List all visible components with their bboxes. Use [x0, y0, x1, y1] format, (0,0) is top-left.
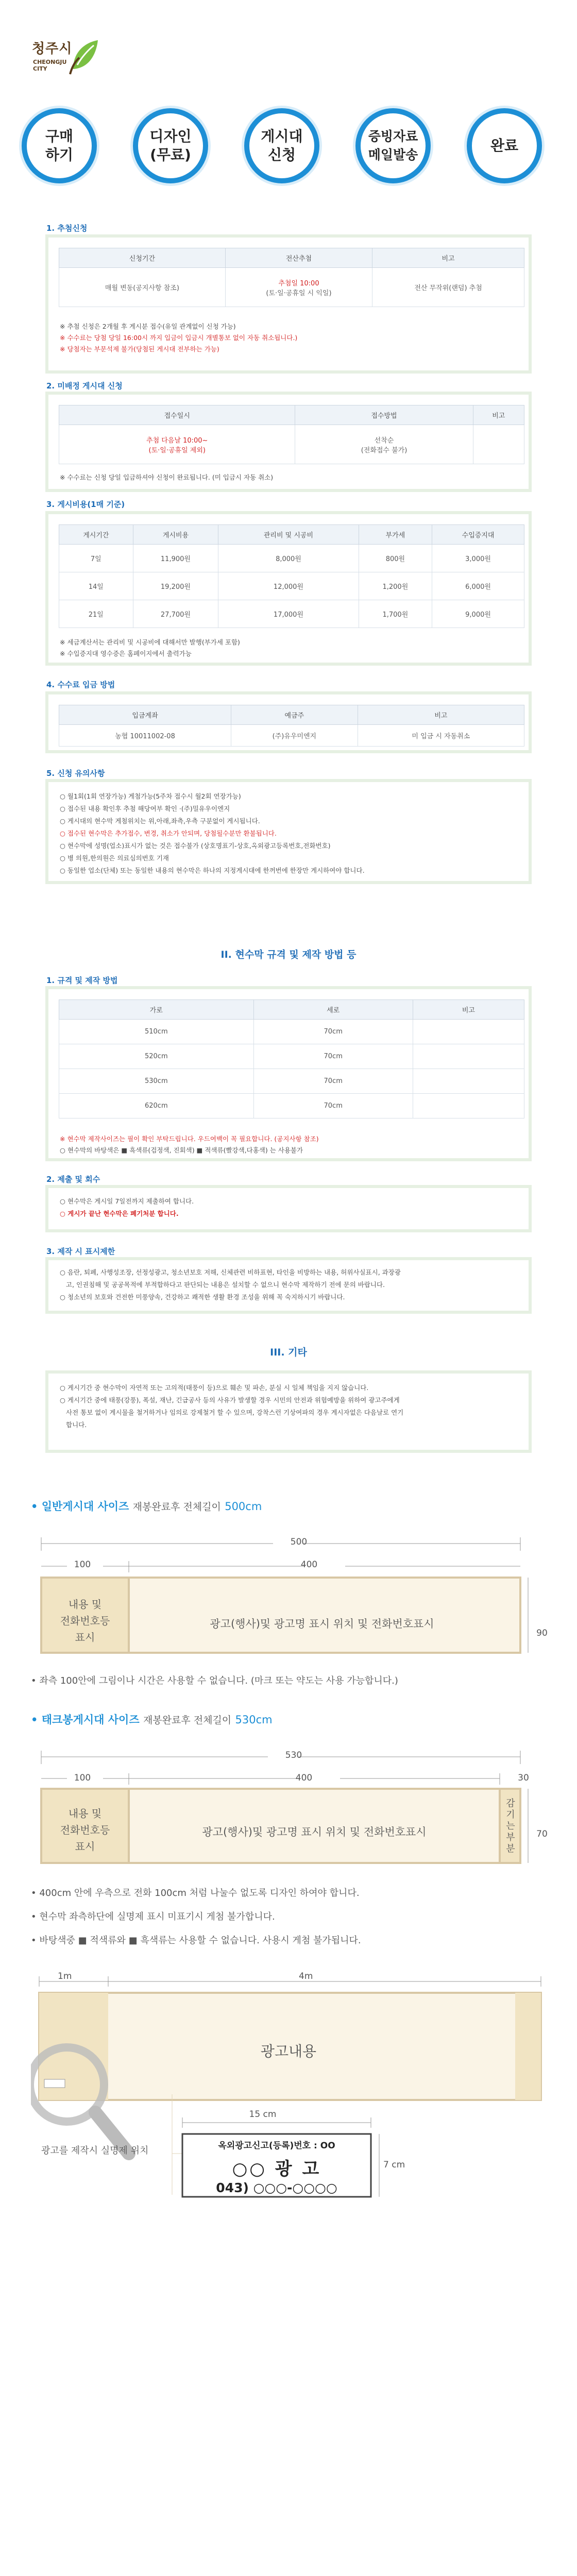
section-title: 2. 제출 및 회수: [46, 1175, 100, 1184]
cell: 미 입금 시 자동취소: [358, 725, 524, 747]
list-item: ○ 병 의원,한의원은 의료심의번호 기재: [60, 854, 169, 862]
cell: 520cm: [59, 1044, 254, 1069]
note: ※ 수입증지대 영수증은 홈페이지에서 출력가능: [60, 650, 192, 657]
note: ○ 현수막의 바탕색은 ■ 흑색류(검정색, 진회색) ■ 적색류(빨강색,다홍색) 는 사용불가: [60, 1146, 303, 1154]
leaf-icon: [68, 38, 100, 75]
cell: 6,000원: [432, 572, 524, 600]
list-item: ○ 게시기간 중 현수막이 자연적 또는 고의적(태풍이 등)으로 훼손 및 파손, 분실 시 일체 책임을 지지 않습니다.: [60, 1384, 369, 1392]
section-title: 5. 신청 유의사항: [46, 769, 105, 778]
restrictions-list: [60, 1266, 518, 1303]
table-row: [59, 1020, 524, 1044]
col-header: 접수일시: [59, 405, 295, 425]
cell: 매월 변동(공지사항 참조): [59, 268, 226, 307]
list-item: 합니다.: [66, 1421, 87, 1429]
col-header: 세로: [253, 1000, 413, 1020]
col-header: 게시기간: [59, 525, 133, 545]
note: ※ 세금계산서는 관리비 및 시공비에 대해서만 발행(부가세 포함): [60, 638, 240, 646]
list-item: ○ 현수막은 게시일 7일전까지 제출하여 합니다.: [60, 1197, 194, 1205]
table-row: [59, 1069, 524, 1094]
dim-right: 30: [518, 1773, 529, 1783]
tag-line2: ○○ 광 고: [232, 2159, 321, 2179]
cell-line: (토·일·공휴일 시 익일): [266, 289, 332, 297]
cell-line: (전화접수 불가): [361, 446, 408, 454]
col-header: 가로: [59, 1000, 254, 1020]
process-steps: [0, 103, 577, 191]
section-title: 4. 수수료 입금 방법: [46, 680, 115, 689]
lottery-table: [59, 248, 524, 307]
section-spec: [45, 986, 532, 1161]
cell: 1,200원: [359, 572, 432, 600]
section-submit: [45, 1185, 532, 1232]
cell: [413, 1069, 524, 1094]
list-item: ○ 게시기간 중에 태풍(강풍), 폭설, 재난, 긴급공사 등의 사유가 발생할 경우 시민의 안전과 위험예방을 위하여 광고주에게: [60, 1396, 400, 1404]
dim-height: 90: [536, 1628, 548, 1638]
banner2-title: 태크봉게시대 사이즈: [41, 1714, 140, 1726]
city-logo: [32, 37, 89, 89]
cell: 14일: [59, 572, 133, 600]
step-design: [133, 108, 208, 183]
tag-width: 15 cm: [249, 2109, 277, 2120]
banner1-heading: • 일반게시대 사이즈 재봉완료후 전체길이 500cm: [31, 1500, 262, 1513]
list-item: ○ 게시가 끝난 현수막은 폐기처분 합니다.: [60, 1210, 179, 1217]
col-header: 게시비용: [133, 525, 218, 545]
cell: 70cm: [253, 1044, 413, 1069]
etc-list: [60, 1382, 518, 1431]
section-fees: [45, 511, 532, 666]
cell: 70cm: [253, 1020, 413, 1044]
banner2-left-label: 내용 및 전화번호등 표시: [60, 1807, 110, 1853]
section-lottery: [45, 234, 532, 374]
cell: 12,000원: [218, 572, 359, 600]
section-title: 3. 게시비용(1매 기준): [46, 500, 125, 509]
cell: [413, 1044, 524, 1069]
col-header: 관리비 및 시공비: [218, 525, 359, 545]
cell: 800원: [359, 545, 432, 572]
tag-height: 7 cm: [383, 2160, 405, 2170]
logo-text: 청주시: [32, 41, 73, 57]
section-cautions: [45, 779, 532, 884]
table-row: [59, 1044, 524, 1069]
cell: 70cm: [253, 1094, 413, 1118]
banner3-caption: 광고를 제작시 실명제 위치: [41, 2145, 149, 2156]
cell: 19,200원: [133, 572, 218, 600]
col-header: 비고: [473, 405, 524, 425]
note: ※ 추첨 신청은 2개월 후 게시분 접수(유일 관계없이 신청 가능): [60, 323, 236, 330]
banner2-length: 530cm: [235, 1714, 273, 1726]
col-header: 신청기간: [59, 248, 226, 268]
list-item: ○ 접수된 내용 확인후 추첨 해당여부 확인 ·(주)밀유우이엔지: [60, 805, 230, 812]
list-item: 고, 인권침해 및 공공목적에 부적합하다고 판단되는 내용은 설치할 수 없으니 현수막 제작하기 전에 문의 바랍니다.: [66, 1281, 385, 1289]
banner1-length: 500cm: [225, 1500, 262, 1513]
banner1-desc: 재봉완료후 전체길이: [132, 1501, 221, 1513]
section-payment: [45, 691, 532, 753]
banner2-main-label: 광고(행사)및 광고명 표시 위치 및 전화번호표시: [202, 1826, 427, 1838]
cell: (주)유우미엔지: [231, 725, 358, 747]
cell: 1,700원: [359, 600, 432, 628]
dim-mid: 400: [295, 1773, 313, 1783]
banner2-desc: 재봉완료후 전체길이: [143, 1715, 232, 1726]
col-header: 전산추첨: [225, 248, 372, 268]
note: ※ 수수료는 당첨 당일 16:00시 까지 입금이 입금시 개별통보 없이 자동 취소됩니다.): [60, 334, 298, 342]
col-header: 입금계좌: [59, 705, 231, 725]
cell: 9,000원: [432, 600, 524, 628]
table-row: [59, 545, 524, 572]
cell: [295, 425, 473, 464]
step-label: 디자인 (무료): [149, 128, 192, 163]
cell-line: 추첨 다음날 10:00~: [146, 436, 208, 445]
dim-height: 70: [536, 1829, 548, 1839]
part-title: III. 기타: [270, 1347, 307, 1358]
payment-table: [59, 705, 524, 747]
dim-right: 400: [300, 1560, 318, 1570]
note: ※ 현수막 제작사이즈는 필이 확인 부탁드립니다. 우드여백이 꼭 필요합니다. (공지사항 참조): [60, 1135, 319, 1143]
col-header: 예금주: [231, 705, 358, 725]
step-label: 구매 하기: [45, 128, 74, 163]
cell: [413, 1020, 524, 1044]
banner1-left-label: 내용 및 전화번호등 표시: [60, 1598, 110, 1643]
fees-table: [59, 524, 524, 628]
cautions-list: [60, 790, 518, 877]
col-header: 부가세: [359, 525, 432, 545]
section-etc: [45, 1370, 532, 1453]
section-restrictions: [45, 1257, 532, 1314]
section-title: 2. 미배정 게시대 신청: [46, 381, 123, 391]
cell: 11,900원: [133, 545, 218, 572]
table-row: [59, 572, 524, 600]
step-send-proof: [355, 108, 431, 183]
cell: 7일: [59, 545, 133, 572]
note: ※ 당첨자는 부문석제 불가(당첨된 게시대 전부하는 가능): [60, 345, 219, 353]
cell: [59, 425, 295, 464]
cell: 510cm: [59, 1020, 254, 1044]
banner2-right-label: 감기는부분: [506, 1798, 515, 1854]
dim-total: 530: [285, 1750, 302, 1760]
list-item: ○ 음란, 퇴폐, 사행성조장, 선정성광고, 청소년보호 저해, 신체관련 비하표현, 타인을 비방하는 내용, 허위사실표시, 과장광: [60, 1268, 401, 1276]
step-complete: [467, 108, 542, 183]
list-item: ○ 접수된 현수막은 추가접수, 변경, 취소가 안되며, 당첨될수분만 환불됩니다.: [60, 829, 277, 837]
dim-left: 1m: [58, 1971, 72, 1981]
cell: [413, 1094, 524, 1118]
list-item: 사전 통보 없이 게시물을 철거하거나 임의로 강제철거 할 수 있으며, 강착스런 기상여파의 경우 게시자없은 다음날로 연기: [66, 1409, 404, 1416]
list-item: ○ 게시대의 현수막 게첨위치는 위,아래,좌측,우측 구분없이 게시됩니다.: [60, 817, 260, 825]
col-header: 비고: [358, 705, 524, 725]
cell: 8,000원: [218, 545, 359, 572]
col-header: 비고: [372, 248, 524, 268]
step-apply: [244, 108, 319, 183]
logo-subtext: CHEONGJU CITY: [33, 59, 67, 72]
banner1-title: 일반게시대 사이즈: [41, 1500, 129, 1513]
table-row: [59, 600, 524, 628]
banner1-main-label: 광고(행사)및 광고명 표시 위치 및 전화번호표시: [210, 1618, 434, 1630]
fees-notes: [60, 637, 240, 659]
cell-line: 선착순: [374, 436, 394, 445]
note: ※ 수수료는 신청 당일 입금하셔야 신청이 완료됩니다. (미 입금시 자동 취소): [60, 473, 274, 481]
banner1-note: • 좌측 100안에 그림이나 시간은 사용할 수 없습니다. (마크 또는 약도는 사용 가능합니다.): [31, 1675, 398, 1686]
step-label: 완료: [490, 137, 519, 154]
col-header: 접수방법: [295, 405, 473, 425]
cell: [225, 268, 372, 307]
dim-right: 4m: [299, 1971, 313, 1981]
section-title: 1. 추첨신청: [46, 224, 88, 233]
section-title: 1. 규격 및 제작 방법: [46, 976, 118, 985]
banner3-label: 광고내용: [260, 2043, 317, 2060]
list-item: ○ 월1회(1회 연장가능) 게첨가능(5주차 접수시 월2회 연장가능): [60, 792, 241, 800]
table-row: [59, 1094, 524, 1118]
cell: 530cm: [59, 1069, 254, 1094]
spec-table: [59, 999, 524, 1118]
cell: 농협 10011002-08: [59, 725, 231, 747]
cell: 전산 무작위(랜덤) 추첨: [372, 268, 524, 307]
list-item: ○ 청소년의 보호와 건전한 미풍양속, 건강하고 쾌적한 생활 환경 조성을 위해 꼭 숙지하시기 바랍니다.: [60, 1293, 345, 1301]
banner2-heading: • 태크봉게시대 사이즈 재봉완료후 전체길이 530cm: [31, 1714, 273, 1726]
step-label: 게시대 신청: [261, 128, 303, 163]
cell-line: 추첨일 10:00: [278, 279, 319, 287]
section-title: 3. 제작 시 표시제한: [46, 1247, 115, 1256]
col-header: 비고: [413, 1000, 524, 1020]
part-title: II. 현수막 규격 및 제작 방법 등: [220, 949, 357, 960]
dim-left: 100: [74, 1560, 91, 1570]
spec-notes: [60, 1133, 319, 1156]
list-item: ○ 동일한 업소(단체) 또는 동일한 내용의 현수막은 하나의 지정게시대에 한꺼번에 한장만 게시하여야 합니다.: [60, 867, 365, 874]
cell: 21일: [59, 600, 133, 628]
cell: 70cm: [253, 1069, 413, 1094]
step-label: 증빙자료 메일발송: [368, 129, 418, 162]
dim-left: 100: [74, 1773, 91, 1783]
unassigned-table: [59, 405, 524, 464]
dim-total: 500: [290, 1537, 308, 1547]
unassigned-notes: [60, 472, 273, 483]
banner2-note: • 400cm 안에 우측으로 전화 100cm 처럼 나눌수 없도록 디자인 하여야 합니다.: [31, 1888, 360, 1899]
step-purchase: [22, 108, 97, 183]
banner2-note: • 바탕색중 ■ 적색류와 ■ 흑색류는 사용할 수 없습니다. 사용시 게첨 불가됩니다.: [31, 1935, 361, 1946]
cell: 17,000원: [218, 600, 359, 628]
tag-line1: 옥외광고신고(등록)번호 : OO: [218, 2141, 335, 2151]
submit-list: [60, 1195, 518, 1220]
cell: [473, 425, 524, 464]
col-header: 수입증지대: [432, 525, 524, 545]
lottery-notes: [60, 321, 297, 355]
section-unassigned: [45, 392, 532, 492]
cell-line: (토·일·공휴일 제외): [148, 446, 206, 454]
cell: 3,000원: [432, 545, 524, 572]
list-item: ○ 현수막에 성명(업소)표시가 없는 것은 접수불가 (상호명표기-상호,옥외광고등록번호,전화번호): [60, 842, 331, 850]
cell: 27,700원: [133, 600, 218, 628]
tag-line3: 043) ○○○-○○○○: [216, 2180, 337, 2195]
banner2-note: • 현수막 좌측하단에 실명제 표시 미표기시 게첨 불가합니다.: [31, 1911, 275, 1922]
cell: 620cm: [59, 1094, 254, 1118]
